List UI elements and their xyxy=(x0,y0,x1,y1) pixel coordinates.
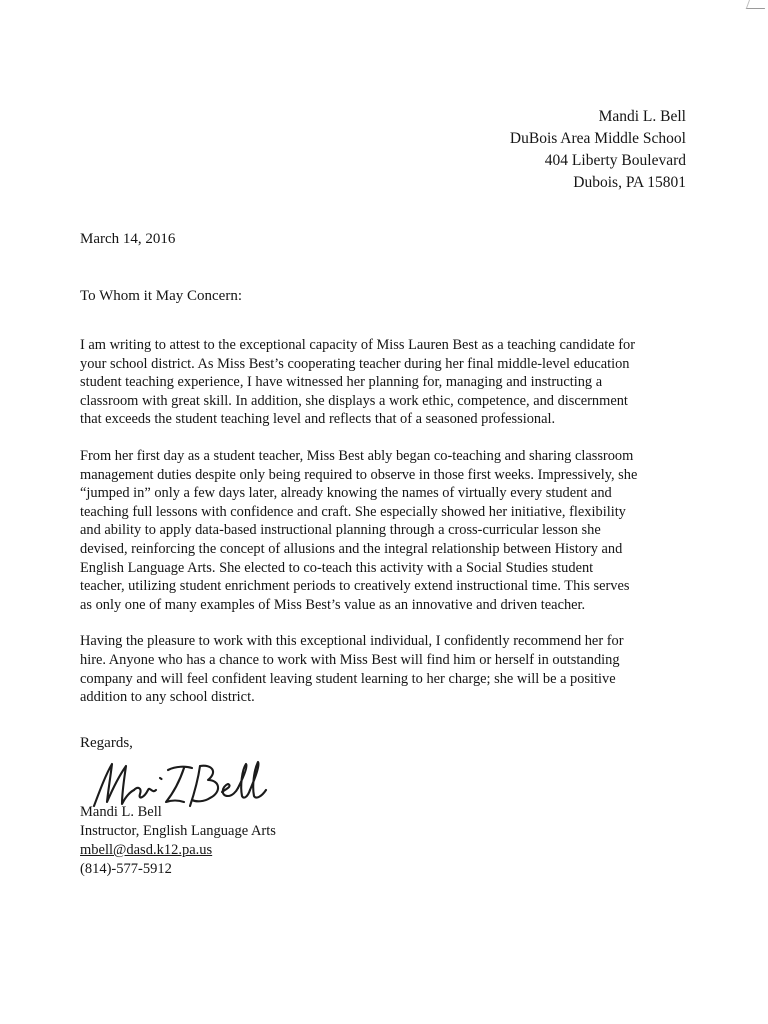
paragraph-line: teacher, utilizing student enrichment periods to creatively extend instructional time. This serves xyxy=(80,578,630,595)
paragraph-line: management duties despite only being required to observe in those first weeks. Impressively, she xyxy=(80,466,638,483)
sender-street: 404 Liberty Boulevard xyxy=(544,152,686,169)
paragraph-line: Having the pleasure to work with this exceptional individual, I confidently recommend her for xyxy=(80,633,624,650)
paragraph-line: addition to any school district. xyxy=(80,689,255,706)
signer-phone: (814)-577-5912 xyxy=(80,861,172,877)
paragraph-line: English Language Arts. She elected to co-teach this activity with a Social Studies student xyxy=(80,559,594,576)
paragraph-line: that exceeds the student teaching level and reflects that of a seasoned professional. xyxy=(80,411,556,428)
paragraph-line: teaching full lessons with confidence and craft. She especially showed her initiative, flexibility xyxy=(80,503,626,520)
sender-address-block xyxy=(510,106,686,194)
paragraph-1 xyxy=(80,336,700,429)
signer-block xyxy=(80,803,276,879)
paragraph-line: “jumped in” only a few days later, already knowing the names of virtually every student and xyxy=(80,485,612,502)
scan-corner-mark xyxy=(746,0,768,9)
paragraph-line: hire. Anyone who has a chance to work with Miss Best will find him or herself in outstanding xyxy=(80,651,620,668)
signer-name: Mandi L. Bell xyxy=(80,804,162,820)
letter-body xyxy=(80,336,700,707)
closing: Regards, xyxy=(80,735,133,751)
paragraph-line: From her first day as a student teacher, Miss Best ably began co-teaching and sharing classroom xyxy=(80,447,634,464)
paragraph-line: and ability to apply data-based instructional planning through a cross-curricular lesson she xyxy=(80,522,601,539)
paragraph-line: I am writing to attest to the exceptional capacity of Miss Lauren Best as a teaching candidate for xyxy=(80,337,636,353)
paragraph-line: devised, reinforcing the concept of allusions and the integral relationship between History and xyxy=(80,540,623,557)
signer-email-link[interactable]: mbell@dasd.k12.pa.us xyxy=(80,842,213,858)
letter-date: March 14, 2016 xyxy=(80,231,176,247)
salutation: To Whom it May Concern: xyxy=(80,288,242,304)
paragraph-line: student teaching experience, I have witnessed her planning for, managing and instructing a xyxy=(80,374,603,391)
paragraph-line: your school district. As Miss Best’s cooperating teacher during her final middle-level education xyxy=(80,355,630,372)
sender-name: Mandi L. Bell xyxy=(598,108,686,125)
paragraph-2 xyxy=(80,447,700,614)
paragraph-line: classroom with great skill. In addition, she displays a work ethic, competence, and discernment xyxy=(80,392,628,409)
paragraph-line: company and will feel confident leaving student learning to her charge; she will be a positive xyxy=(80,670,616,687)
signer-title: Instructor, English Language Arts xyxy=(80,823,276,839)
sender-city-state-zip: Dubois, PA 15801 xyxy=(573,174,686,191)
paragraph-line: as only one of many examples of Miss Best’s value as an innovative and driven teacher. xyxy=(80,596,586,613)
paragraph-3 xyxy=(80,632,700,706)
sender-school: DuBois Area Middle School xyxy=(509,130,686,147)
